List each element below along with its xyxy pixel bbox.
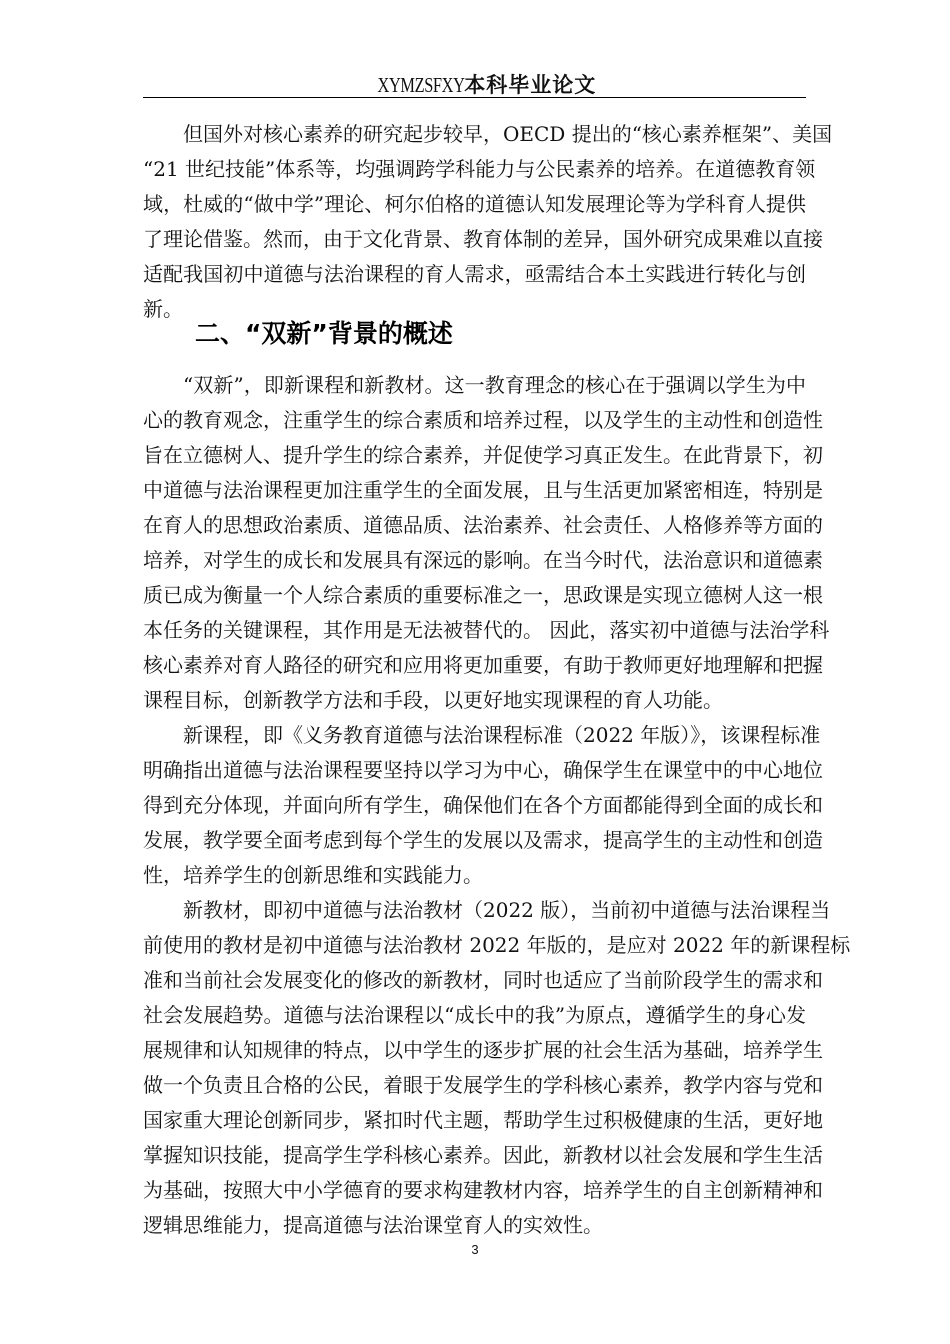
paragraph-new-textbook	[143, 893, 851, 1243]
text-line: “21 世纪技能”体系等，均强调跨学科能力与公民素养的培养。在道德教育领	[143, 157, 816, 181]
section-heading: 二、“双新”背景的概述	[195, 319, 453, 348]
text-line: 旨在立德树人、提升学生的综合素养，并促使学习真正发生。在此背景下，初	[143, 443, 823, 467]
page-header	[143, 70, 806, 100]
text-line: 准和当前社会发展变化的修改的新教材，同时也适应了当前阶段学生的需求和	[143, 968, 823, 992]
text-line: 做一个负责且合格的公民，着眼于发展学生的学科核心素养，教学内容与党和	[143, 1073, 823, 1097]
text-line: 逻辑思维能力，提高道德与法治课堂育人的实效性。	[143, 1213, 603, 1237]
text-line: 但国外对核心素养的研究起步较早，OECD 提出的“核心素养框架”、美国	[183, 122, 833, 146]
text-line: 明确指出道德与法治课程要坚持以学习为中心，确保学生在课堂中的中心地位	[143, 758, 823, 782]
text-line: 本任务的关键课程，其作用是无法被替代的。 因此，落实初中道德与法治学科	[143, 618, 830, 642]
text-line: 课程目标，创新教学方法和手段，以更好地实现课程的育人功能。	[143, 688, 723, 712]
text-line: 新。	[143, 297, 183, 321]
text-line: 适配我国初中道德与法治课程的育人需求，亟需结合本土实践进行转化与创	[143, 262, 806, 286]
paragraph-new-curriculum	[143, 718, 823, 893]
text-line: “双新”，即新课程和新教材。这一教育理念的核心在于强调以学生为中	[183, 373, 806, 397]
text-line: 为基础，按照大中小学德育的要求构建教材内容，培养学生的自主创新精神和	[143, 1178, 823, 1202]
text-line: 社会发展趋势。道德与法治课程以“成长中的我”为原点，遵循学生的身心发	[143, 1003, 806, 1027]
text-line: 质已成为衡量一个人综合素质的重要标准之一，思政课是实现立德树人这一根	[143, 583, 823, 607]
text-line: 核心素养对育人路径的研究和应用将更加重要，有助于教师更好地理解和把握	[143, 653, 823, 677]
text-line: 展规律和认知规律的特点，以中学生的逐步扩展的社会生活为基础，培养学生	[143, 1038, 823, 1062]
text-line: 中道德与法治课程更加注重学生的全面发展，且与生活更加紧密相连，特别是	[143, 478, 823, 502]
text-line: 发展，教学要全面考虑到每个学生的发展以及需求，提高学生的主动性和创造	[143, 828, 823, 852]
text-line: 掌握知识技能，提高学生学科核心素养。因此，新教材以社会发展和学生生活	[143, 1143, 823, 1167]
text-line: 国家重大理论创新同步，紧扣时代主题，帮助学生过积极健康的生活，更好地	[143, 1108, 823, 1132]
text-line: 得到充分体现，并面向所有学生，确保他们在各个方面都能得到全面的成长和	[143, 793, 823, 817]
text-line: 域，杜威的“做中学”理论、柯尔伯格的道德认知发展理论等为学科育人提供	[143, 192, 806, 216]
text-line: 新课程，即《义务教育道德与法治课程标准（2022 年版）》，该课程标准	[183, 723, 821, 747]
text-line: 培养，对学生的成长和发展具有深远的影响。在当今时代，法治意识和道德素	[143, 548, 823, 572]
header-school-code: XYMZSFXY	[377, 73, 465, 97]
text-line: 了理论借鉴。然而，由于文化背景、教育体制的差异，国外研究成果难以直接	[143, 227, 823, 251]
text-line: 性，培养学生的创新思维和实践能力。	[143, 863, 483, 887]
text-line: 新教材，即初中道德与法治教材（2022 版），当前初中道德与法治课程当	[183, 898, 831, 922]
header-title: 本科毕业论文	[464, 73, 597, 97]
page-number: 3	[471, 1242, 479, 1257]
text-line: 心的教育观念，注重学生的综合素质和培养过程，以及学生的主动性和创造性	[143, 408, 823, 432]
paragraph-foreign-research	[143, 117, 833, 327]
text-line: 前使用的教材是初中道德与法治教材 2022 年版的，是应对 2022 年的新课程标	[143, 933, 851, 957]
text-line: 在育人的思想政治素质、道德品质、法治素养、社会责任、人格修养等方面的	[143, 513, 823, 537]
header-rule	[143, 97, 806, 98]
paragraph-shuangxin-overview	[143, 368, 830, 718]
